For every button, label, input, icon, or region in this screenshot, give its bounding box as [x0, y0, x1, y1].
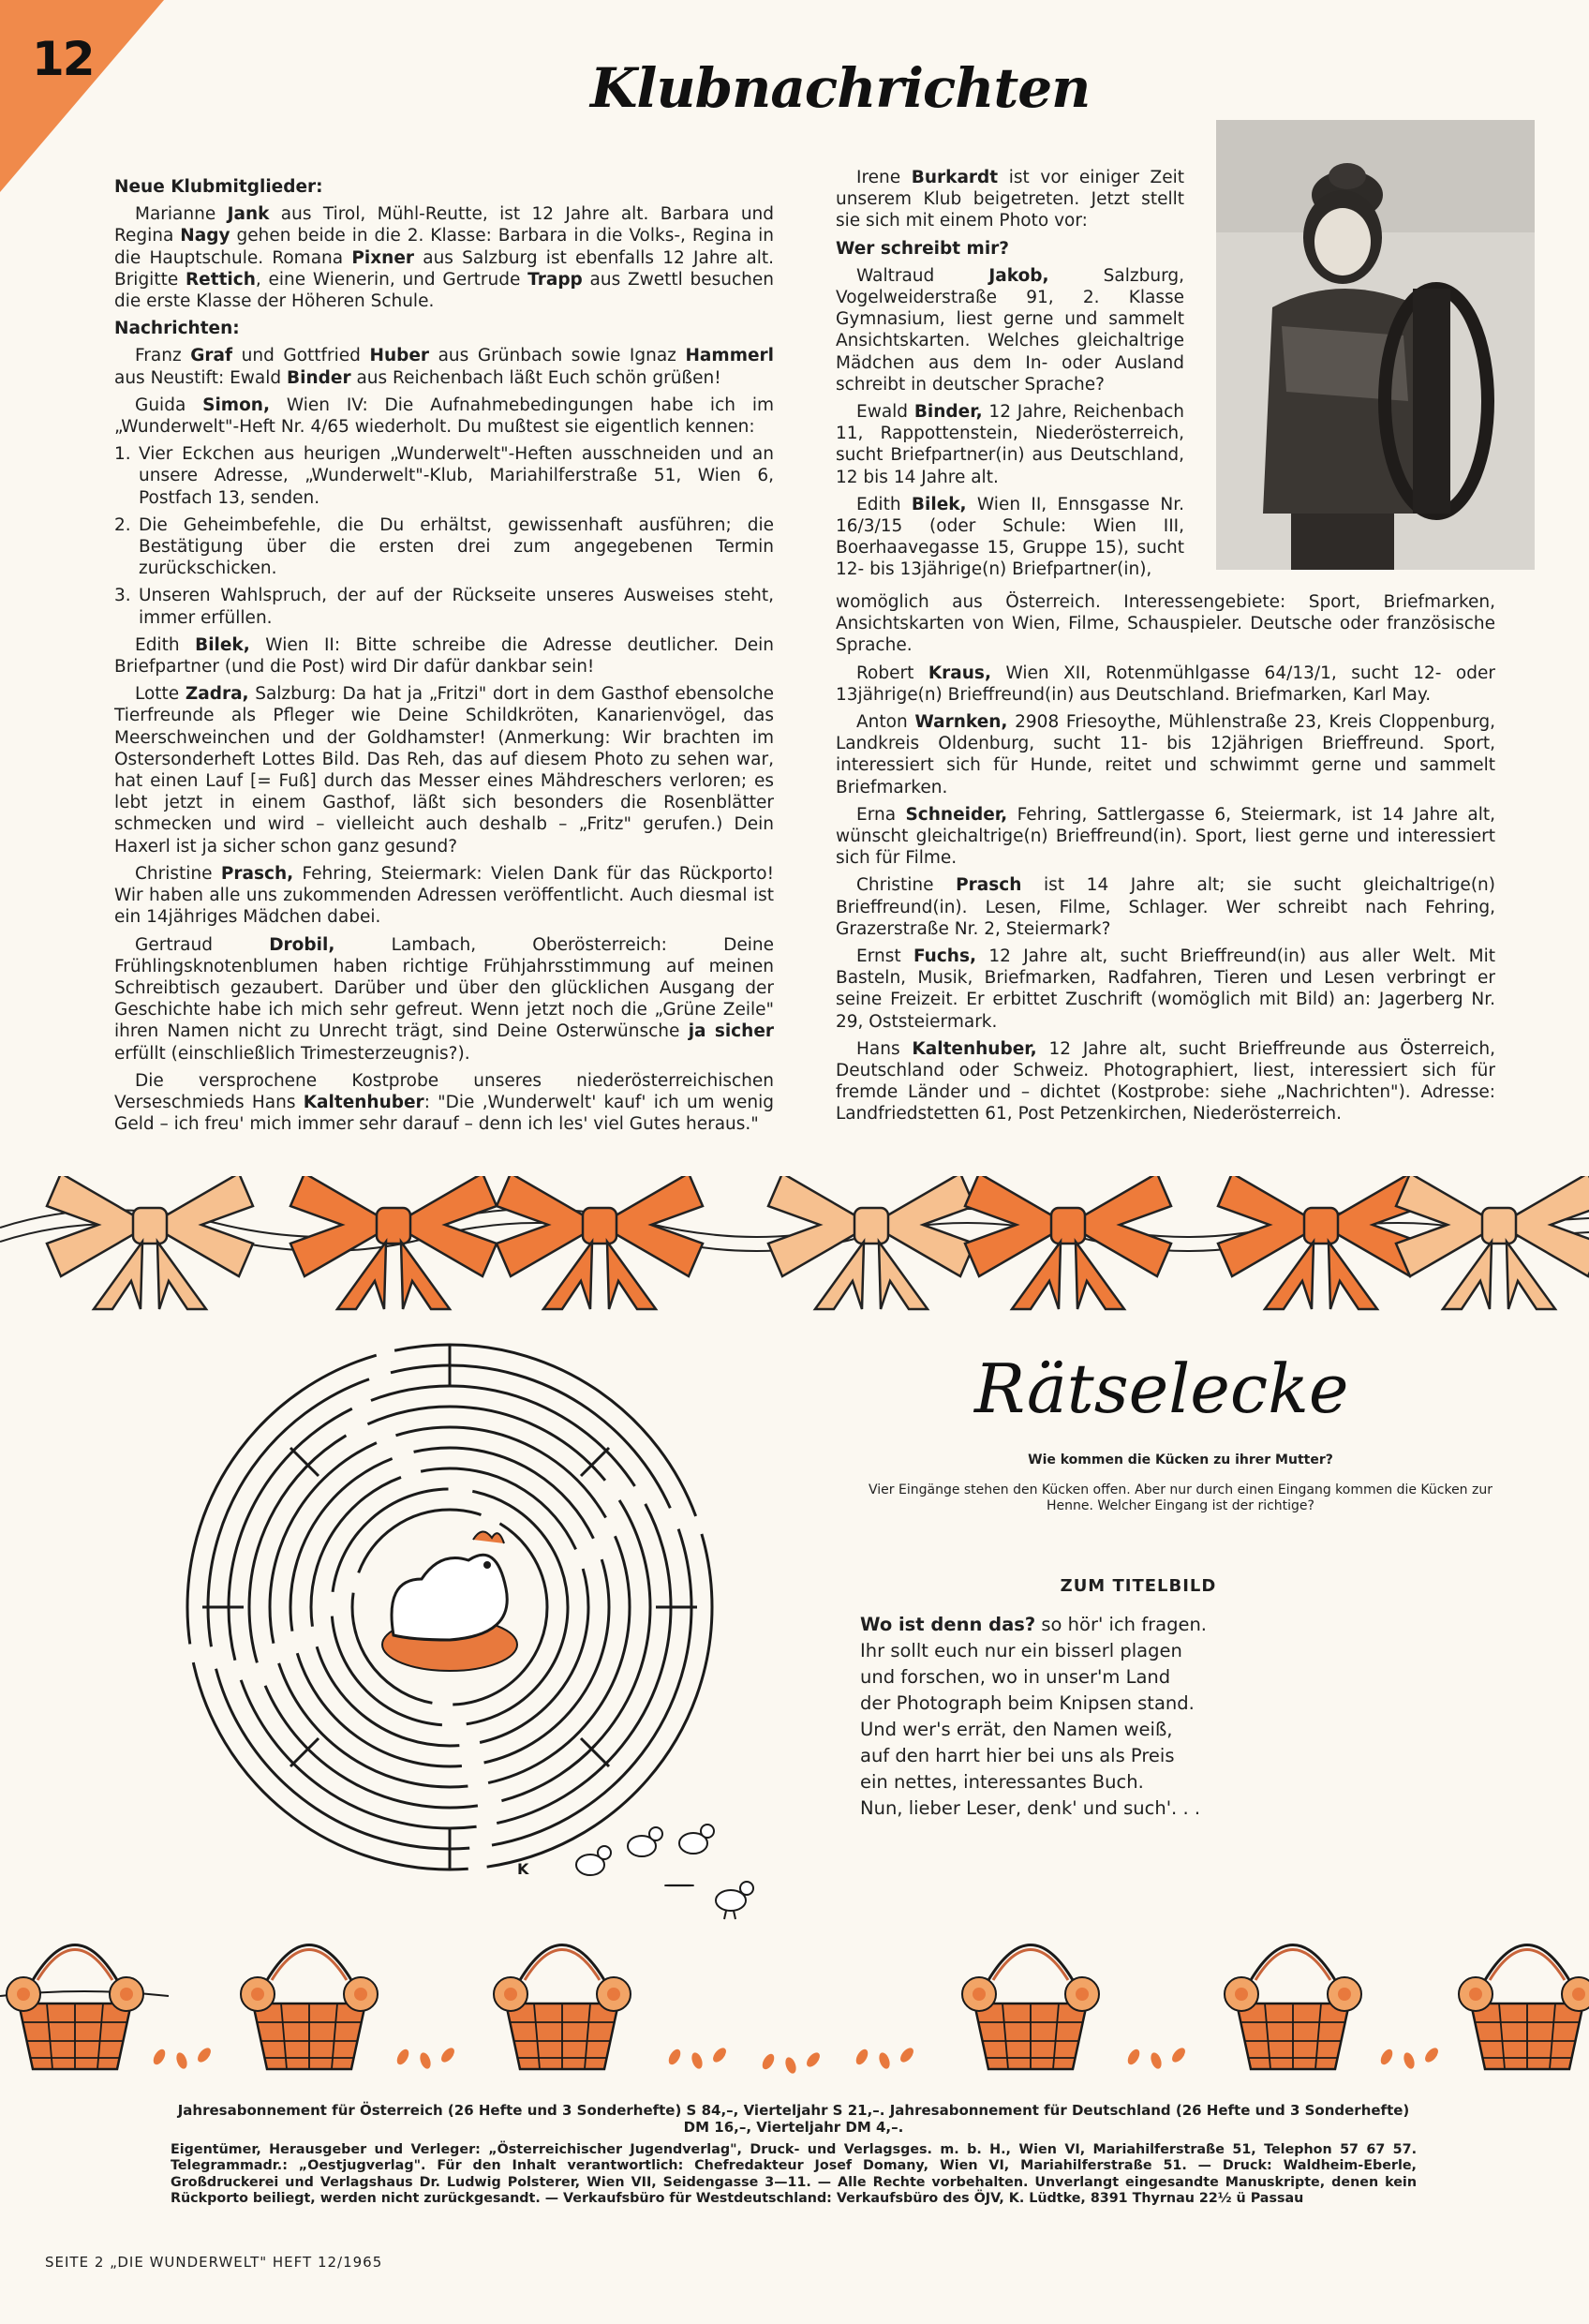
- heading-new-members: Neue Klubmitglieder:: [114, 177, 323, 197]
- paragraph: Ernst Fuchs, 12 Jahre alt, sucht Brieffreund(in) aus aller Welt. Mit Basteln, Musik, Briefmarken, Radfahren, Tieren und Lesen verbringt er seine Freizeit. Er erbittet Zuschrift (womöglich mit Bild) an: Jagerberg Nr. 29, Oststeiermark.: [836, 946, 1496, 1032]
- poem-line: ein nettes, interessantes Buch.: [860, 1771, 1144, 1793]
- paragraph: Anton Warnken, 2908 Friesoythe, Mühlenstraße 23, Kreis Cloppenburg, Landkreis Oldenburg, sucht 11- bis 12jährigen Brieffreund. Sport, interessiert sich für Hunde, reitet und schwimmt gerne und sammelt Briefmarken.: [836, 712, 1496, 797]
- right-column-bottom: [836, 591, 1495, 1131]
- paragraph: Edith Bilek, Wien II, Ennsgasse Nr. 16/3/15 (oder Schule: Wien III, Boerhaavegasse 15, Gruppe 15), sucht 12- bis 13jährige(n) Briefpartner(in),: [836, 494, 1185, 580]
- corner-triangle: [0, 0, 164, 192]
- cover-poem: [860, 1612, 1272, 1822]
- paragraph: Christine Prasch, Fehring, Steiermark: Vielen Dank für das Rückporto! Wir haben alle uns zukommenden Adressen veröffentlicht. Auch diesmal ist ein 14jähriges Mädchen dabei.: [114, 863, 774, 928]
- ribbon-border: [0, 1176, 1589, 1317]
- puzzle-title: Rätselecke: [974, 1349, 1349, 1428]
- cover-heading: ZUM TITELBILD: [1060, 1576, 1217, 1596]
- list-item: 2. Die Geheimbefehle, die Du erhältst, gewissenhaft ausführen; die Bestätigung über die ersten drei zum angegebenen Termin zurückschicken.: [114, 514, 774, 579]
- left-column: [114, 171, 774, 1140]
- paragraph: Lotte Zadra, Salzburg: Da hat ja „Fritzi" dort in dem Gasthof ebensolche Tierfreunde als Pfleger wie Deine Schildkröten, Kanarienvögel, das Meerschweinchen und der Goldhamster! (Anmerkung: Wir brachten im Ostersonderheft Lottes Bild. Das Reh, das auf diesem Photo zu sehen war, hat einen Lauf [= Fuß] durch das Messer eines Mähdreschers verloren; es lebt jetzt in einem Gasthof, läßt sich besonders die Rosenblätter schmecken und wird – vielleicht auch deshalb – „Fritz" gerufen.) Dein Haxerl ist ja sicher schon ganz gesund?: [114, 684, 774, 857]
- member-photo: [1216, 120, 1535, 570]
- poem-line: auf den harrt hier bei uns als Preis: [860, 1745, 1175, 1766]
- page-title: Klubnachrichten: [590, 56, 1091, 120]
- paragraph: Guida Simon, Wien IV: Die Aufnahmebedingungen habe ich im „Wunderwelt"-Heft Nr. 4/65 wiederholt. Du mußtest sie eigentlich kennen:: [114, 395, 774, 438]
- paragraph: womöglich aus Österreich. Interessengebiete: Sport, Briefmarken, Ansichtskarten von Wien, Filme, Schauspieler. Deutsche oder französische Sprache.: [836, 592, 1495, 656]
- paragraph: Waltraud Jakob, Salzburg, Vogelweiderstraße 91, 2. Klasse Gymnasium, liest gerne und sammelt Ansichtskarten. Welches gleichaltrige Mädchen aus dem In- oder Ausland schreibt in deutscher Sprache?: [836, 265, 1184, 395]
- poem-line: Ihr sollt euch nur ein bisserl plagen: [860, 1640, 1182, 1661]
- puzzle-question: Wie kommen die Kücken zu ihrer Mutter?: [1028, 1452, 1333, 1467]
- heading-who-writes: Wer schreibt mir?: [836, 238, 1010, 259]
- poem-line: und forschen, wo in unser'm Land: [860, 1666, 1171, 1688]
- basket-border: [0, 1930, 1589, 2090]
- imprint: Eigentümer, Herausgeber und Verleger: „Österreichischer Jugendverlag", Druck- und Verlagsges. m. b. H., Wien VI, Mariahilferstraße 51, Telephon 57 67 57. Telegrammadr.: „Oestjugverlag". Für den Inhalt verantwortlich: Chefredakteur Josef Domany, Wien VI, Mariahilferstraße 51. — Druck: Waldheim-Eberle, Großdruckerei und Verlagshaus Dr. Ludwig Polsterer, Wien VII, Seidengasse 3—11. — Alle Rechte vorbehalten. Unverlangt eingesandte Manuskripte, denen kein Rückporto beiliegt, werden nicht zurückgesandt. — Verkaufsbüro für Westdeutschland: Verkaufsbüro des ÖJV, K. Lüdtke, 8391 Thyrnau 22½ ü Passau: [171, 2142, 1417, 2206]
- paragraph: Christine Prasch ist 14 Jahre alt; sie sucht gleichaltrige(n) Brieffreund(in). Lesen, Filme, Schlager. Wer schreibt nach Fehring, Grazerstraße Nr. 2, Steiermark?: [836, 875, 1495, 939]
- paragraph: Franz Graf und Gottfried Huber aus Grünbach sowie Ignaz Hammerl aus Neustift: Ewald Binder aus Reichenbach läßt Euch schön grüßen!: [114, 346, 774, 388]
- chicks-lower-icon: [698, 1872, 782, 1929]
- paragraph: Erna Schneider, Fehring, Sattlergasse 6, Steiermark, ist 14 Jahre alt, wünscht gleichaltrige(n) Brieffreund(in). Sport, liest gerne und interessiert sich für Filme.: [836, 804, 1495, 869]
- paragraph: Gertraud Drobil, Lambach, Oberösterreich: Deine Frühlingsknotenblumen haben richtige Frühjahrsstimmung auf meinen Schreibtisch gezaubert. Darüber und über den glücklichen Ausgang der Geschichte habe ich mich sehr gefreut. Wenn jetzt noch die „Grüne Zeile" ihren Namen nicht zu Unrecht trägt, sind Deine Osterwünsche ja sicher erfüllt (einschließlich Trimesterzeugnis?).: [114, 934, 774, 1064]
- paragraph: Edith Bilek, Wien II: Bitte schreibe die Adresse deutlicher. Dein Briefpartner (und die Post) wird Dir dafür dankbar sein!: [114, 634, 774, 678]
- paragraph: Robert Kraus, Wien XII, Rotenmühlgasse 64/13/1, sucht 12- oder 13jährige(n) Brieffreund(in) aus Deutschland. Briefmarken, Karl May.: [836, 663, 1495, 705]
- right-column-top: [836, 167, 1184, 581]
- maze-mark: K: [517, 1860, 529, 1878]
- paragraph: Hans Kaltenhuber, 12 Jahre alt, sucht Brieffreunde aus Österreich, Deutschland oder Schweiz. Photographiert, liest, interessiert sich für fremde Länder und – dichtet (Kostprobe: siehe „Nachrichten"). Adresse: Landfriedstetten 61, Post Petzenkirchen, Niederösterreich.: [836, 1038, 1495, 1125]
- paragraph: Die versprochene Kostprobe unseres niederösterreichischen Verseschmieds Hans Kaltenhuber: "Die ‚Wunderwelt' kauf' ich um wenig Geld – ich freu' mich immer sehr darauf – denn ich les' viel Gutes heraus.": [114, 1070, 775, 1135]
- poem-line: Nun, lieber Leser, denk' und such'. . .: [860, 1797, 1201, 1819]
- paragraph: Ewald Binder, 12 Jahre, Reichenbach 11, Rappottenstein, Niederösterreich, sucht Briefpartner(in) aus Deutschland, 12 bis 14 Jahre alt.: [836, 402, 1185, 487]
- subscription-info: Jahresabonnement für Österreich (26 Hefte und 3 Sonderhefte) S 84,–, Vierteljahr S 21,–. Jahresabonnement für Deutschland (26 Hefte und 3 Sonderhefte) DM 16,–, Vierteljahr DM 4,–.: [177, 2102, 1410, 2136]
- hen-icon: [382, 1531, 517, 1671]
- poem-line: Und wer's errät, den Namen weiß,: [860, 1719, 1173, 1740]
- rules-list: [114, 443, 774, 629]
- puzzle-instructions: Vier Eingänge stehen den Kücken offen. Aber nur durch einen Eingang kommen die Kücken zur Henne. Welcher Eingang ist der richtige?: [869, 1482, 1492, 1513]
- list-item: 3. Unseren Wahlspruch, der auf der Rückseite unseres Ausweises steht, immer erfüllen.: [114, 586, 774, 628]
- page-reference: SEITE 2 „DIE WUNDERWELT" HEFT 12/1965: [45, 2254, 383, 2271]
- maze-illustration: [169, 1326, 787, 1888]
- page-number: 12: [32, 32, 94, 86]
- heading-news: Nachrichten:: [114, 319, 240, 339]
- poem-line: der Photograph beim Knipsen stand.: [860, 1692, 1195, 1714]
- chicks-icon: [576, 1825, 714, 1885]
- list-item: 1. Vier Eckchen aus heurigen „Wunderwelt"-Heften ausschneiden und an unsere Adresse, „Wunderwelt"-Klub, Mariahilferstraße 51, Wien 6, Postfach 13, senden.: [114, 444, 774, 508]
- paragraph: Irene Burkardt ist vor einiger Zeit unserem Klub beigetreten. Jetzt stellt sie sich mit einem Photo vor:: [836, 168, 1185, 231]
- poem-line: Wo ist denn das? so hör' ich fragen.: [860, 1614, 1207, 1635]
- paragraph: Marianne Jank aus Tirol, Mühl-Reutte, ist 12 Jahre alt. Barbara und Regina Nagy gehen beide in die 2. Klasse: Barbara in die Volks-, Regina in die Hauptschule. Romana Pixner aus Salzburg ist ebenfalls 12 Jahre alt. Brigitte Rettich, eine Wienerin, und Gertrude Trapp aus Zwettl besuchen die erste Klasse der Höheren Schule.: [114, 204, 775, 312]
